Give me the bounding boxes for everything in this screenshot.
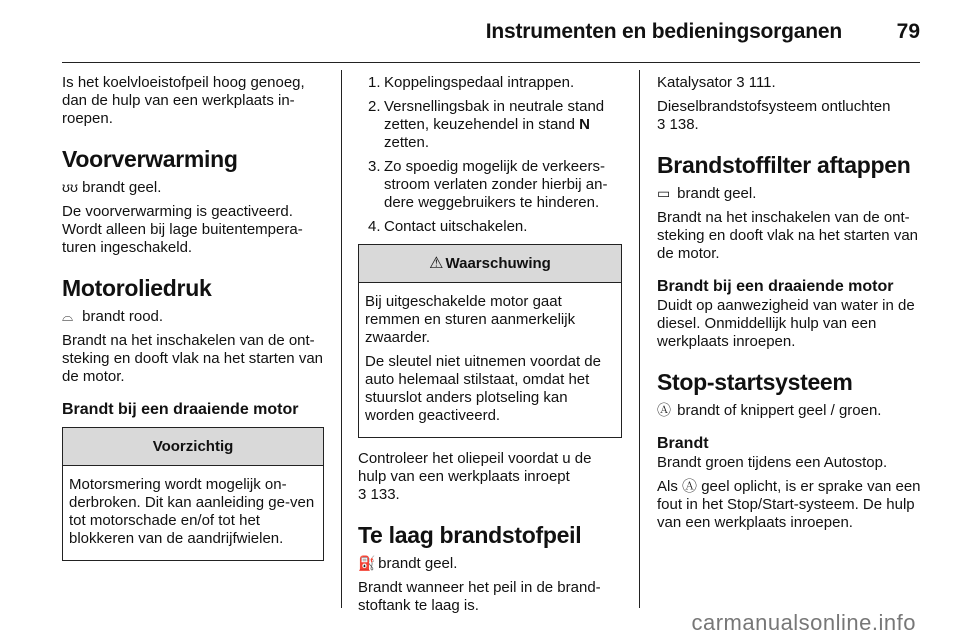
page-reference: 3 138. <box>657 116 699 133</box>
filter-subheading: Brandt bij een draaiende motor <box>657 278 894 295</box>
list-item <box>358 218 622 236</box>
caution-box <box>62 427 324 561</box>
diesel-paragraph <box>657 98 923 134</box>
column-divider-2 <box>639 70 640 608</box>
autostop-icon: Ⓐ <box>682 478 698 495</box>
oil-status-text: brandt rood. <box>82 308 164 325</box>
watermark: carmanualsonline.info <box>691 610 916 635</box>
steps-list <box>358 74 622 236</box>
catalyst-reference: Katalysator 3 111. <box>657 74 776 91</box>
autostop-icon: Ⓐ <box>657 402 671 418</box>
check-oil-text: Controleer het oliepeil voordat u de hulp van een werkplaats inroept <box>358 450 592 485</box>
page-title: Instrumenten en bedieningsorganen <box>485 20 842 43</box>
caution-text: Motorsmering wordt mogelijk on-derbroken. Dit kan aanleiding ge-ven tot motorschade en/of tot het blokkeren van de aandrijfwielen. <box>69 476 315 547</box>
step-text: Versnellingsbak in neutrale stand zetten, keuzehendel in stand <box>384 98 605 133</box>
warning-box <box>358 244 622 438</box>
step-text-end: zetten. <box>384 134 430 151</box>
step-text: Contact uitschakelen. <box>384 218 528 235</box>
warning-title: Waarschuwing <box>445 255 551 272</box>
step-text: Koppelingspedaal intrappen. <box>384 74 575 91</box>
fuel-filter-icon: ▭ <box>657 185 671 201</box>
warning-triangle-icon: ⚠ <box>429 255 444 272</box>
stopstart-status <box>657 401 923 420</box>
warning-text-1: Bij uitgeschakelde motor gaat remmen en sturen aanmerkelijk zwaarder. <box>365 293 576 346</box>
stopstart-text-2 <box>657 478 923 532</box>
page-reference: 3 133. <box>358 486 400 503</box>
page-number: 79 <box>896 20 920 43</box>
step-number: 3. <box>368 158 381 175</box>
diesel-text: Dieselbrandstofsysteem ontluchten <box>657 98 891 115</box>
stopstart-text-2-end: geel oplicht, is er sprake van een fout in het Stop/Start-systeem. De hulp van een werkplaats inroepen. <box>657 478 921 531</box>
column-3 <box>657 74 923 538</box>
oil-subheading: Brandt bij een draaiende motor <box>62 401 299 418</box>
oil-can-icon: ⌓ <box>62 308 74 324</box>
preheat-status <box>62 178 324 197</box>
header-divider <box>62 62 920 63</box>
fuel-text: Brandt wanneer het peil in de brand-stoftank te laag is. <box>358 579 601 614</box>
caution-title: Voorzichtig <box>63 428 323 466</box>
filter-subtext: Duidt op aanwezigheid van water in de diesel. Onmiddellijk hulp van een werkplaats inroepen. <box>657 297 915 350</box>
column-divider-1 <box>341 70 342 608</box>
oil-heading: Motoroliedruk <box>62 275 212 301</box>
preheat-text: De voorverwarming is geactiveerd. Wordt alleen bij lage buitentempera-turen ingeschakeld. <box>62 203 303 256</box>
page-header <box>0 14 960 54</box>
filter-heading: Brandstoffilter aftappen <box>657 152 911 178</box>
step-number: 2. <box>368 98 381 115</box>
preheat-status-text: brandt geel. <box>82 179 162 196</box>
step-text: Zo spoedig mogelijk de verkeers-stroom verlaten zonder hierbij an-dere weggebruikers te hinderen. <box>384 158 608 211</box>
column-1 <box>62 74 324 561</box>
step-number: 1. <box>368 74 381 91</box>
fuel-heading: Te laag brandstofpeil <box>358 522 582 548</box>
fuel-status-text: brandt geel. <box>378 555 458 572</box>
stopstart-subheading: Brandt <box>657 435 709 452</box>
oil-status <box>62 307 324 326</box>
stopstart-text-1: Brandt groen tijdens een Autostop. <box>657 454 888 471</box>
fuel-pump-icon: ⛽ <box>358 555 376 571</box>
step-number: 4. <box>368 218 381 235</box>
stopstart-status-text: brandt of knippert geel / groen. <box>677 402 882 419</box>
list-item <box>358 74 622 92</box>
check-oil-paragraph <box>358 450 622 504</box>
list-item <box>358 158 622 212</box>
filter-status-text: brandt geel. <box>677 185 757 202</box>
stopstart-heading: Stop-startsysteem <box>657 369 853 395</box>
intro-paragraph: Is het koelvloeistofpeil hoog genoeg, dan de hulp van een werkplaats in-roepen. <box>62 74 305 127</box>
gear-position-n: N <box>579 116 590 133</box>
glow-plug-icon: ʊʊ <box>62 179 78 195</box>
column-2 <box>358 74 622 621</box>
warning-text-2: De sleutel niet uitnemen voordat de auto helemaal stilstaat, omdat het stuurslot anders plotseling kan worden geactiveerd. <box>365 353 601 424</box>
filter-text: Brandt na het inschakelen van de ont-steking en dooft vlak na het starten van de motor. <box>657 209 918 262</box>
filter-status <box>657 184 923 203</box>
list-item <box>358 98 622 152</box>
warning-header <box>359 245 621 283</box>
fuel-status <box>358 554 622 573</box>
oil-text: Brandt na het inschakelen van de ont-steking en dooft vlak na het starten van de motor. <box>62 332 323 385</box>
preheat-heading: Voorverwarming <box>62 146 238 172</box>
stopstart-text-2-start: Als <box>657 478 678 495</box>
